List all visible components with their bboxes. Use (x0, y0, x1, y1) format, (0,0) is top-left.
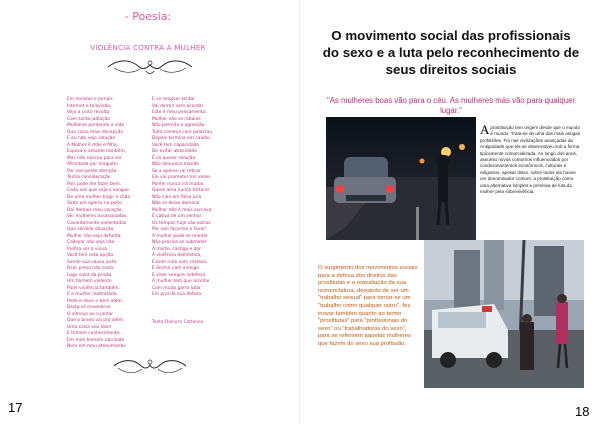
poem-line: Prefira ser a viúva. (67, 246, 109, 252)
article-side-note: O surgimento dos movimentos sociais para a defesa dos direitos das prostitutas e a reavaliação da sua nomenclatura, deixando de ser um "trabalho sexual" para tornar-se um "trabalho como qualquer outro", fez inovar também quanto ao termo "prostitutas" para "profissionais do sexo" ou "trabalhadoras do sexo", para se referirem àquelas mulheres que fazem do sexo sua profissão. (318, 265, 418, 347)
poem-line: É só querer solução. (152, 155, 197, 161)
poem-line: Internet e televisão, (67, 103, 112, 109)
poem-line: Que o bravo vai pro além. (67, 318, 125, 323)
poem-line: E se resolver tentar (152, 97, 196, 102)
poem-line: Com tanta judiação (67, 116, 110, 122)
poem-line: E a mulher maltratada (67, 292, 117, 297)
poem-line: Cada vez que vejo o sangue (67, 188, 130, 193)
poem-line: De uma mulher tingir o chão (67, 194, 131, 200)
poem-line: Ele vai prometer mil vezes (152, 175, 211, 180)
poem-line: Quem ama nunca torturar (152, 188, 210, 193)
poem-line: Em revistas e jornais (67, 97, 113, 102)
article-quote: "As mulheres boas vão para o céu. As mulheres más vão para qualquer lugar." (326, 96, 576, 115)
poem-line: Não se deixe dominar (152, 201, 200, 206)
poem-line: Afrontada por ninguém. (67, 162, 120, 167)
poem-line: O almoço ou o jantar (67, 311, 114, 317)
poem-line: Dói demais meu coração. (67, 207, 123, 213)
poem-line: Tenha consideração (67, 175, 111, 180)
poem-line: Ver mulheres assassinadas, (67, 214, 128, 219)
daytime-street-photo (424, 240, 584, 388)
poem-line: Que coisa mais decepção (67, 129, 124, 135)
poem-line: Um homem violento (67, 279, 112, 284)
poem-line: Pode e deve ir bem além. (67, 298, 124, 304)
ornament-divider-top (104, 57, 196, 77)
poem-line: Não precisa se submeter (152, 240, 207, 245)
poem-line: Logo sairá da prisão. (67, 272, 113, 278)
poem-line: Depois termina em caixão. (152, 136, 211, 141)
poem-line: A violência doméstica, (152, 253, 202, 258)
poem-line: E viver sempre indefesa. (152, 272, 207, 278)
poem-line: E tomem conhecimento, (67, 331, 121, 336)
article-body (480, 122, 582, 195)
ornament-divider-bottom (110, 355, 190, 377)
poem-line: Não caia em falsa jura (152, 194, 202, 200)
poem-author: Texto Dalnora Cattaneo (152, 319, 204, 324)
poem-line: A mulher pode se manter (152, 233, 209, 239)
poem-line: Uma coisa vou dizer (67, 324, 112, 330)
poem-column-2 (152, 97, 234, 299)
poem-line: Mulher não se rebaixe (152, 116, 201, 122)
poem-line: É bom ruim com certeza. (152, 259, 208, 265)
poem-line: Com muita garra lutar (152, 285, 201, 291)
poem-line: Você tem capacidade (152, 142, 200, 148)
poem-line: Ficar presa não custa (67, 266, 114, 271)
poem-line: É cativa de um senhor. (152, 214, 203, 219)
page-number-right: 18 (575, 404, 590, 419)
poem-line: Vejo a cinto revolta (67, 110, 110, 115)
poem-title: - Poesia: (124, 10, 172, 23)
poem-line: Tudo começa com palavras, (152, 129, 214, 135)
article-title: O movimento social das profissionais do sexo e a luta pelo reconhecimento de seus direitos sociais (322, 28, 580, 77)
poem-line: É dormir com inimigo (152, 266, 200, 271)
poem-line: Nem em meu atrevimento. (67, 344, 127, 349)
dropcap: A (480, 122, 490, 137)
poem-line: Sendo sua causa justa (67, 259, 117, 265)
poem-line: Que sórdida situação. (67, 227, 115, 232)
poem-line: A mulher tem que acordar (152, 279, 210, 284)
poem-line: Em prol de sua defesa. (152, 292, 203, 297)
poem-line: Você tem esta opção. (67, 253, 115, 258)
poem-line: Mulher não é mais escrava (152, 207, 212, 213)
page-number-left: 17 (8, 400, 23, 415)
poem-line: Basta só envenenar (67, 305, 111, 310)
poem-line: Por isso faça-me o favor! (152, 227, 207, 232)
poem-line: Covardemente violentadas (67, 220, 127, 226)
article-body-text: prostituição tem origem desde que o mundo é mundo. Trata-se de uma das mais antigas profissões. Foi nas civilizações avançadas da Antiguidade que ela se desenvolveu sob a forma tipicamente comercializada. Ao longo dos anos, assumiu novos contornos influenciados por condicionamentos econômicos, culturais e religiosos, apesar disso, sobre todos ela houve um denominador comum: a prostituição como uma alternativa simples e primitiva de luta da mulher pela sobrevivência. (480, 125, 581, 195)
poem-line: Pode violência também. (67, 285, 120, 291)
poem-line: Vai dormir sem acordar (152, 103, 204, 109)
poem-line: A Mulher é mãe e filha, (67, 142, 118, 148)
poem-subtitle: VIOLÊNCIA CONTRA A MULHER (90, 44, 206, 52)
poem-column-1 (67, 97, 149, 351)
poem-line: Pois pode lhe fazer bem. (67, 181, 122, 187)
poem-line: Não permita a agressão. (152, 123, 206, 128)
poem-line: Não denuncie marido (152, 162, 200, 167)
poem-line: Porém nunca irá mudar. (152, 181, 205, 187)
poem-line: E eu não vejo solução (67, 136, 115, 141)
poem-line: De evitar atrocidade (152, 149, 198, 154)
poem-line: Em mim homem não bate (67, 337, 125, 343)
poem-line: Por isso peste atenção (67, 168, 117, 174)
poem-line: Esposa e amante também, (67, 149, 127, 154)
poem-line: Mulher não seja defunta, (67, 233, 122, 239)
poem-line: Os tempos hoje são outros (152, 220, 211, 226)
poem-line: Calleyar não seja não. (67, 240, 116, 245)
poem-line: Se a queixa vai retirar. (152, 168, 202, 174)
poem-line: Este é meu pensamento. (152, 110, 207, 115)
poem-line: Mulheres perdendo a vida (67, 123, 125, 128)
poem-line: Mas não nasceu para ser (67, 155, 122, 161)
night-street-photo (326, 117, 476, 240)
poem-line: Sinto um aperto no peito (67, 201, 122, 206)
poem-line: A morte, castigo e dor. (152, 246, 202, 252)
